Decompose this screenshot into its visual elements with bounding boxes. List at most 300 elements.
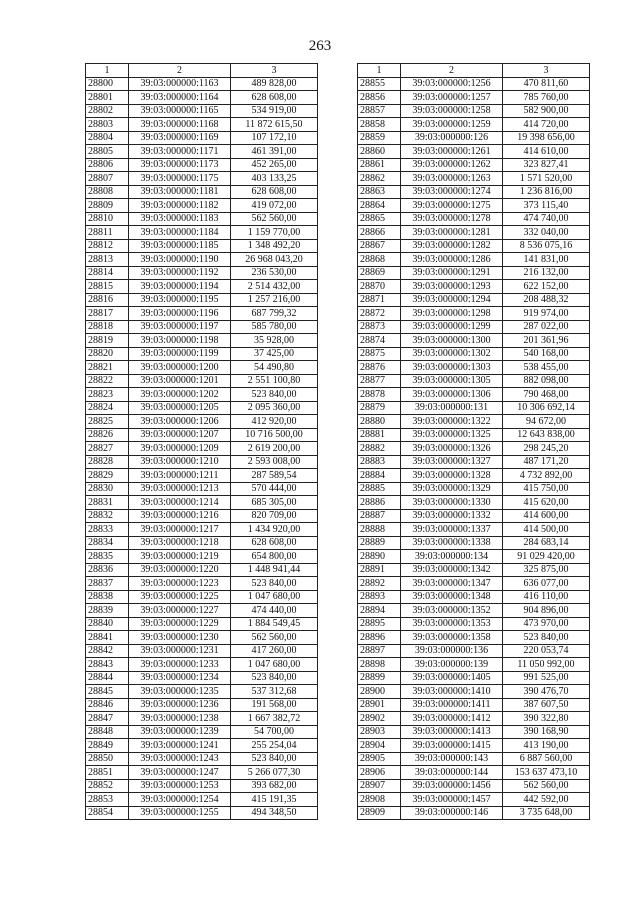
cadastral-number: 39:03:000000:1410 — [401, 685, 503, 699]
row-number: 28823 — [86, 388, 129, 402]
row-number: 28844 — [86, 671, 129, 685]
column-header-3: 3 — [503, 64, 590, 78]
cadastral-value: 390 322,80 — [503, 712, 590, 726]
cadastral-value: 534 919,00 — [231, 104, 318, 118]
cadastral-number: 39:03:000000:1183 — [129, 212, 231, 226]
cadastral-value: 1 434 920,00 — [231, 523, 318, 537]
cadastral-number: 39:03:000000:1405 — [401, 671, 503, 685]
table-row — [86, 536, 318, 550]
table-row — [358, 550, 590, 564]
row-number: 28873 — [358, 320, 401, 334]
row-number: 28904 — [358, 739, 401, 753]
table-row — [358, 266, 590, 280]
cadastral-number: 39:03:000000:1358 — [401, 631, 503, 645]
table-row — [358, 536, 590, 550]
table-row — [86, 185, 318, 199]
table-row — [86, 158, 318, 172]
row-number: 28907 — [358, 779, 401, 793]
cadastral-value: 523 840,00 — [231, 577, 318, 591]
row-number: 28885 — [358, 482, 401, 496]
cadastral-value: 523 840,00 — [503, 631, 590, 645]
cadastral-value: 4 732 892,00 — [503, 469, 590, 483]
row-number: 28903 — [358, 725, 401, 739]
cadastral-value: 11 050 992,00 — [503, 658, 590, 672]
row-number: 28815 — [86, 280, 129, 294]
cadastral-number: 39:03:000000:1195 — [129, 293, 231, 307]
table-row — [358, 118, 590, 132]
cadastral-value: 5 266 077,30 — [231, 766, 318, 780]
row-number: 28906 — [358, 766, 401, 780]
cadastral-number: 39:03:000000:1198 — [129, 334, 231, 348]
row-number: 28862 — [358, 172, 401, 186]
cadastral-value: 2 514 432,00 — [231, 280, 318, 294]
cadastral-value: 622 152,00 — [503, 280, 590, 294]
cadastral-number: 39:03:000000:1281 — [401, 226, 503, 240]
table-row — [358, 793, 590, 807]
table-row — [86, 320, 318, 334]
row-number: 28821 — [86, 361, 129, 375]
row-number: 28834 — [86, 536, 129, 550]
row-number: 28897 — [358, 644, 401, 658]
cadastral-value: 415 191,35 — [231, 793, 318, 807]
cadastral-number: 39:03:000000:1243 — [129, 752, 231, 766]
cadastral-value: 538 455,00 — [503, 361, 590, 375]
column-header-2: 2 — [401, 64, 503, 78]
cadastral-number: 39:03:000000:1275 — [401, 199, 503, 213]
cadastral-value: 373 115,40 — [503, 199, 590, 213]
row-number: 28850 — [86, 752, 129, 766]
cadastral-number: 39:03:000000:1342 — [401, 563, 503, 577]
table-row — [358, 644, 590, 658]
cadastral-number: 39:03:000000:1205 — [129, 401, 231, 415]
cadastral-number: 39:03:000000:1200 — [129, 361, 231, 375]
cadastral-value: 287 589,54 — [231, 469, 318, 483]
row-number: 28901 — [358, 698, 401, 712]
row-number: 28863 — [358, 185, 401, 199]
row-number: 28827 — [86, 442, 129, 456]
row-number: 28881 — [358, 428, 401, 442]
cadastral-number: 39:03:000000:1214 — [129, 496, 231, 510]
table-row — [358, 226, 590, 240]
cadastral-value: 8 536 075,16 — [503, 239, 590, 253]
left-register-table — [85, 63, 318, 820]
row-number: 28879 — [358, 401, 401, 415]
row-number: 28839 — [86, 604, 129, 618]
table-row — [358, 307, 590, 321]
cadastral-value: 417 260,00 — [231, 644, 318, 658]
table-row — [86, 401, 318, 415]
cadastral-value: 91 029 420,00 — [503, 550, 590, 564]
row-number: 28889 — [358, 536, 401, 550]
cadastral-number: 39:03:000000:1253 — [129, 779, 231, 793]
table-row — [358, 442, 590, 456]
cadastral-value: 1 236 816,00 — [503, 185, 590, 199]
table-row — [86, 239, 318, 253]
row-number: 28811 — [86, 226, 129, 240]
row-number: 28898 — [358, 658, 401, 672]
cadastral-number: 39:03:000000:1274 — [401, 185, 503, 199]
cadastral-number: 39:03:000000:1303 — [401, 361, 503, 375]
cadastral-value: 489 828,00 — [231, 77, 318, 91]
table-row — [86, 347, 318, 361]
cadastral-value: 1 257 216,00 — [231, 293, 318, 307]
table-row — [358, 77, 590, 91]
cadastral-value: 284 683,14 — [503, 536, 590, 550]
table-header-row — [358, 64, 590, 78]
cadastral-value: 473 970,00 — [503, 617, 590, 631]
cadastral-number: 39:03:000000:1181 — [129, 185, 231, 199]
cadastral-number: 39:03:000000:1206 — [129, 415, 231, 429]
cadastral-value: 54 700,00 — [231, 725, 318, 739]
cadastral-value: 1 047 680,00 — [231, 590, 318, 604]
table-row — [358, 185, 590, 199]
cadastral-number: 39:03:000000:146 — [401, 806, 503, 820]
table-row — [358, 253, 590, 267]
row-number: 28831 — [86, 496, 129, 510]
cadastral-number: 39:03:000000:144 — [401, 766, 503, 780]
table-row — [358, 293, 590, 307]
table-row — [86, 631, 318, 645]
row-number: 28905 — [358, 752, 401, 766]
cadastral-value: 820 709,00 — [231, 509, 318, 523]
cadastral-number: 39:03:000000:1209 — [129, 442, 231, 456]
cadastral-number: 39:03:000000:1457 — [401, 793, 503, 807]
table-row — [86, 550, 318, 564]
table-row — [86, 523, 318, 537]
cadastral-number: 39:03:000000:1217 — [129, 523, 231, 537]
row-number: 28893 — [358, 590, 401, 604]
cadastral-value: 19 398 656,00 — [503, 131, 590, 145]
cadastral-number: 39:03:000000:1322 — [401, 415, 503, 429]
cadastral-number: 39:03:000000:1196 — [129, 307, 231, 321]
table-row — [86, 118, 318, 132]
cadastral-value: 904 896,00 — [503, 604, 590, 618]
row-number: 28856 — [358, 91, 401, 105]
cadastral-number: 39:03:000000:1332 — [401, 509, 503, 523]
table-row — [358, 617, 590, 631]
row-number: 28860 — [358, 145, 401, 159]
cadastral-number: 39:03:000000:1291 — [401, 266, 503, 280]
cadastral-number: 39:03:000000:1412 — [401, 712, 503, 726]
cadastral-number: 39:03:000000:1199 — [129, 347, 231, 361]
row-number: 28859 — [358, 131, 401, 145]
cadastral-value: 687 799,32 — [231, 307, 318, 321]
row-number: 28871 — [358, 293, 401, 307]
cadastral-number: 39:03:000000:1338 — [401, 536, 503, 550]
cadastral-value: 37 425,00 — [231, 347, 318, 361]
row-number: 28876 — [358, 361, 401, 375]
cadastral-number: 39:03:000000:1298 — [401, 307, 503, 321]
cadastral-number: 39:03:000000:1173 — [129, 158, 231, 172]
table-row — [358, 347, 590, 361]
table-row — [86, 307, 318, 321]
cadastral-number: 39:03:000000:1211 — [129, 469, 231, 483]
table-row — [358, 172, 590, 186]
row-number: 28833 — [86, 523, 129, 537]
cadastral-value: 1 884 549,45 — [231, 617, 318, 631]
cadastral-value: 452 265,00 — [231, 158, 318, 172]
cadastral-number: 39:03:000000:1165 — [129, 104, 231, 118]
table-row — [86, 577, 318, 591]
cadastral-number: 39:03:000000:1229 — [129, 617, 231, 631]
cadastral-number: 39:03:000000:1278 — [401, 212, 503, 226]
row-number: 28890 — [358, 550, 401, 564]
row-number: 28853 — [86, 793, 129, 807]
table-row — [358, 604, 590, 618]
row-number: 28887 — [358, 509, 401, 523]
row-number: 28816 — [86, 293, 129, 307]
cadastral-value: 390 476,70 — [503, 685, 590, 699]
cadastral-value: 413 190,00 — [503, 739, 590, 753]
cadastral-number: 39:03:000000:1182 — [129, 199, 231, 213]
cadastral-number: 39:03:000000:1168 — [129, 118, 231, 132]
cadastral-value: 636 077,00 — [503, 577, 590, 591]
table-row — [86, 671, 318, 685]
cadastral-value: 2 551 100,80 — [231, 374, 318, 388]
cadastral-value: 474 740,00 — [503, 212, 590, 226]
row-number: 28836 — [86, 563, 129, 577]
row-number: 28832 — [86, 509, 129, 523]
row-number: 28818 — [86, 320, 129, 334]
row-number: 28895 — [358, 617, 401, 631]
row-number: 28857 — [358, 104, 401, 118]
row-number: 28842 — [86, 644, 129, 658]
table-row — [86, 334, 318, 348]
cadastral-value: 415 620,00 — [503, 496, 590, 510]
cadastral-value: 991 525,00 — [503, 671, 590, 685]
cadastral-value: 298 245,20 — [503, 442, 590, 456]
cadastral-value: 494 348,50 — [231, 806, 318, 820]
table-row — [86, 374, 318, 388]
table-row — [358, 212, 590, 226]
row-number: 28872 — [358, 307, 401, 321]
cadastral-value: 1 047 680,00 — [231, 658, 318, 672]
cadastral-number: 39:03:000000:1247 — [129, 766, 231, 780]
cadastral-number: 39:03:000000:1175 — [129, 172, 231, 186]
table-row — [86, 145, 318, 159]
cadastral-number: 39:03:000000:1216 — [129, 509, 231, 523]
table-row — [358, 469, 590, 483]
row-number: 28854 — [86, 806, 129, 820]
cadastral-value: 141 831,00 — [503, 253, 590, 267]
cadastral-number: 39:03:000000:126 — [401, 131, 503, 145]
row-number: 28849 — [86, 739, 129, 753]
cadastral-number: 39:03:000000:1234 — [129, 671, 231, 685]
cadastral-number: 39:03:000000:1213 — [129, 482, 231, 496]
row-number: 28869 — [358, 266, 401, 280]
row-number: 28841 — [86, 631, 129, 645]
table-row — [86, 199, 318, 213]
table-row — [358, 766, 590, 780]
cadastral-value: 562 560,00 — [503, 779, 590, 793]
table-row — [86, 712, 318, 726]
cadastral-number: 39:03:000000:1185 — [129, 239, 231, 253]
cadastral-number: 39:03:000000:1456 — [401, 779, 503, 793]
row-number: 28894 — [358, 604, 401, 618]
cadastral-value: 216 132,00 — [503, 266, 590, 280]
table-row — [358, 199, 590, 213]
row-number: 28807 — [86, 172, 129, 186]
cadastral-value: 403 133,25 — [231, 172, 318, 186]
cadastral-value: 11 872 615,50 — [231, 118, 318, 132]
cadastral-value: 470 811,60 — [503, 77, 590, 91]
cadastral-number: 39:03:000000:1163 — [129, 77, 231, 91]
cadastral-number: 39:03:000000:1202 — [129, 388, 231, 402]
row-number: 28868 — [358, 253, 401, 267]
cadastral-number: 39:03:000000:1262 — [401, 158, 503, 172]
cadastral-number: 39:03:000000:1220 — [129, 563, 231, 577]
cadastral-number: 39:03:000000:1306 — [401, 388, 503, 402]
cadastral-number: 39:03:000000:1415 — [401, 739, 503, 753]
cadastral-value: 562 560,00 — [231, 212, 318, 226]
table-row — [358, 590, 590, 604]
cadastral-number: 39:03:000000:1225 — [129, 590, 231, 604]
row-number: 28837 — [86, 577, 129, 591]
table-row — [358, 104, 590, 118]
table-row — [358, 374, 590, 388]
table-row — [86, 793, 318, 807]
table-row — [86, 131, 318, 145]
cadastral-value: 790 468,00 — [503, 388, 590, 402]
cadastral-value: 412 920,00 — [231, 415, 318, 429]
row-number: 28802 — [86, 104, 129, 118]
row-number: 28909 — [358, 806, 401, 820]
cadastral-number: 39:03:000000:1326 — [401, 442, 503, 456]
row-number: 28865 — [358, 212, 401, 226]
table-row — [86, 77, 318, 91]
cadastral-value: 585 780,00 — [231, 320, 318, 334]
cadastral-value: 474 440,00 — [231, 604, 318, 618]
cadastral-value: 12 643 838,00 — [503, 428, 590, 442]
table-row — [86, 428, 318, 442]
cadastral-number: 39:03:000000:1337 — [401, 523, 503, 537]
row-number: 28878 — [358, 388, 401, 402]
cadastral-value: 537 312,68 — [231, 685, 318, 699]
row-number: 28874 — [358, 334, 401, 348]
cadastral-number: 39:03:000000:1227 — [129, 604, 231, 618]
table-row — [358, 361, 590, 375]
row-number: 28826 — [86, 428, 129, 442]
table-row — [86, 725, 318, 739]
row-number: 28812 — [86, 239, 129, 253]
table-row — [358, 388, 590, 402]
cadastral-value: 582 900,00 — [503, 104, 590, 118]
table-header-row — [86, 64, 318, 78]
cadastral-number: 39:03:000000:1223 — [129, 577, 231, 591]
table-row — [86, 806, 318, 820]
table-row — [86, 617, 318, 631]
row-number: 28819 — [86, 334, 129, 348]
table-row — [358, 752, 590, 766]
cadastral-number: 39:03:000000:1411 — [401, 698, 503, 712]
cadastral-value: 393 682,00 — [231, 779, 318, 793]
table-row — [358, 428, 590, 442]
row-number: 28896 — [358, 631, 401, 645]
cadastral-number: 39:03:000000:1190 — [129, 253, 231, 267]
cadastral-number: 39:03:000000:1259 — [401, 118, 503, 132]
cadastral-value: 685 305,00 — [231, 496, 318, 510]
cadastral-number: 39:03:000000:1300 — [401, 334, 503, 348]
row-number: 28822 — [86, 374, 129, 388]
row-number: 28830 — [86, 482, 129, 496]
row-number: 28851 — [86, 766, 129, 780]
row-number: 28861 — [358, 158, 401, 172]
cadastral-number: 39:03:000000:1210 — [129, 455, 231, 469]
cadastral-number: 39:03:000000:1164 — [129, 91, 231, 105]
cadastral-number: 39:03:000000:1329 — [401, 482, 503, 496]
row-number: 28891 — [358, 563, 401, 577]
table-row — [86, 482, 318, 496]
cadastral-number: 39:03:000000:1413 — [401, 725, 503, 739]
row-number: 28864 — [358, 199, 401, 213]
cadastral-number: 39:03:000000:1194 — [129, 280, 231, 294]
cadastral-value: 94 672,00 — [503, 415, 590, 429]
cadastral-number: 39:03:000000:1230 — [129, 631, 231, 645]
cadastral-value: 487 171,20 — [503, 455, 590, 469]
column-header-2: 2 — [129, 64, 231, 78]
cadastral-number: 39:03:000000:1325 — [401, 428, 503, 442]
cadastral-number: 39:03:000000:1286 — [401, 253, 503, 267]
cadastral-number: 39:03:000000:1330 — [401, 496, 503, 510]
table-row — [86, 455, 318, 469]
cadastral-value: 332 040,00 — [503, 226, 590, 240]
cadastral-value: 208 488,32 — [503, 293, 590, 307]
row-number: 28847 — [86, 712, 129, 726]
table-row — [86, 496, 318, 510]
cadastral-value: 323 827,41 — [503, 158, 590, 172]
table-row — [358, 671, 590, 685]
cadastral-number: 39:03:000000:1171 — [129, 145, 231, 159]
cadastral-value: 419 072,00 — [231, 199, 318, 213]
cadastral-value: 785 760,00 — [503, 91, 590, 105]
table-row — [358, 577, 590, 591]
cadastral-value: 562 560,00 — [231, 631, 318, 645]
table-row — [358, 415, 590, 429]
cadastral-number: 39:03:000000:1231 — [129, 644, 231, 658]
row-number: 28835 — [86, 550, 129, 564]
table-row — [86, 226, 318, 240]
table-row — [86, 658, 318, 672]
cadastral-value: 523 840,00 — [231, 388, 318, 402]
column-header-1: 1 — [86, 64, 129, 78]
cadastral-value: 414 720,00 — [503, 118, 590, 132]
cadastral-number: 39:03:000000:1263 — [401, 172, 503, 186]
row-number: 28825 — [86, 415, 129, 429]
cadastral-number: 39:03:000000:1219 — [129, 550, 231, 564]
row-number: 28808 — [86, 185, 129, 199]
row-number: 28805 — [86, 145, 129, 159]
row-number: 28817 — [86, 307, 129, 321]
table-row — [358, 280, 590, 294]
row-number: 28800 — [86, 77, 129, 91]
cadastral-value: 107 172,10 — [231, 131, 318, 145]
cadastral-number: 39:03:000000:143 — [401, 752, 503, 766]
cadastral-number: 39:03:000000:1255 — [129, 806, 231, 820]
cadastral-number: 39:03:000000:1236 — [129, 698, 231, 712]
row-number: 28829 — [86, 469, 129, 483]
row-number: 28852 — [86, 779, 129, 793]
cadastral-value: 416 110,00 — [503, 590, 590, 604]
table-row — [86, 172, 318, 186]
cadastral-value: 10 716 500,00 — [231, 428, 318, 442]
cadastral-number: 39:03:000000:1282 — [401, 239, 503, 253]
table-row — [86, 91, 318, 105]
cadastral-number: 39:03:000000:1256 — [401, 77, 503, 91]
table-row — [86, 698, 318, 712]
cadastral-value: 2 095 360,00 — [231, 401, 318, 415]
cadastral-value: 654 800,00 — [231, 550, 318, 564]
table-row — [358, 91, 590, 105]
